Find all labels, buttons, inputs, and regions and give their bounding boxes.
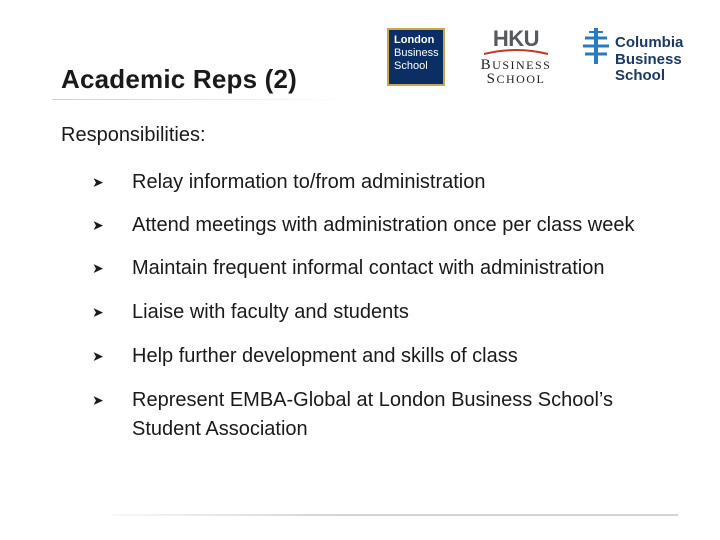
hku-swoosh-icon <box>482 48 550 56</box>
list-item-text: Help further development and skills of class <box>132 345 518 367</box>
list-item <box>92 211 652 240</box>
columbia-logo-line-1: Columbia <box>615 34 684 51</box>
list-item <box>92 386 652 444</box>
list-item <box>92 342 652 371</box>
hku-logo-mark: HKU <box>492 26 540 51</box>
footer-divider <box>112 514 678 516</box>
arrow-bullet-icon: ➤ <box>92 260 104 276</box>
columbia-crown-icon <box>581 28 611 64</box>
arrow-bullet-icon: ➤ <box>92 217 104 233</box>
hku-logo-school: SCHOOL <box>486 71 546 87</box>
arrow-bullet-icon: ➤ <box>92 348 104 364</box>
list-item-text: Relay information to/from administration <box>132 171 486 193</box>
arrow-bullet-icon: ➤ <box>92 174 104 190</box>
list-item <box>92 254 652 283</box>
list-item-text: Represent EMBA-Global at London Business School’s Student Association <box>132 389 614 440</box>
columbia-logo-line-2: Business <box>615 50 682 68</box>
list-item-text: Attend meetings with administration once per class week <box>132 214 635 236</box>
page-title: Academic Reps (2) <box>61 64 298 94</box>
list-item <box>92 298 652 327</box>
hku-business-school-logo <box>474 28 558 88</box>
lbs-logo-line-3: School <box>394 60 428 72</box>
hku-logo-business: BUSINESS <box>480 57 552 73</box>
title-divider <box>52 99 352 100</box>
columbia-logo-line-3: School <box>615 67 666 84</box>
columbia-business-school-logo <box>581 28 701 88</box>
list-item-text: Maintain frequent informal contact with administration <box>132 257 605 279</box>
responsibilities-list <box>92 168 652 444</box>
list-item <box>92 168 652 197</box>
arrow-bullet-icon: ➤ <box>92 304 104 320</box>
columbia-logo-text <box>615 35 683 85</box>
london-business-school-logo <box>387 28 445 86</box>
list-item-text: Liaise with faculty and students <box>132 301 409 323</box>
lbs-logo-line-1: London <box>394 34 435 46</box>
arrow-bullet-icon: ➤ <box>92 392 104 408</box>
lbs-logo-line-2: Business <box>394 47 439 59</box>
responsibilities-heading: Responsibilities: <box>61 124 206 146</box>
